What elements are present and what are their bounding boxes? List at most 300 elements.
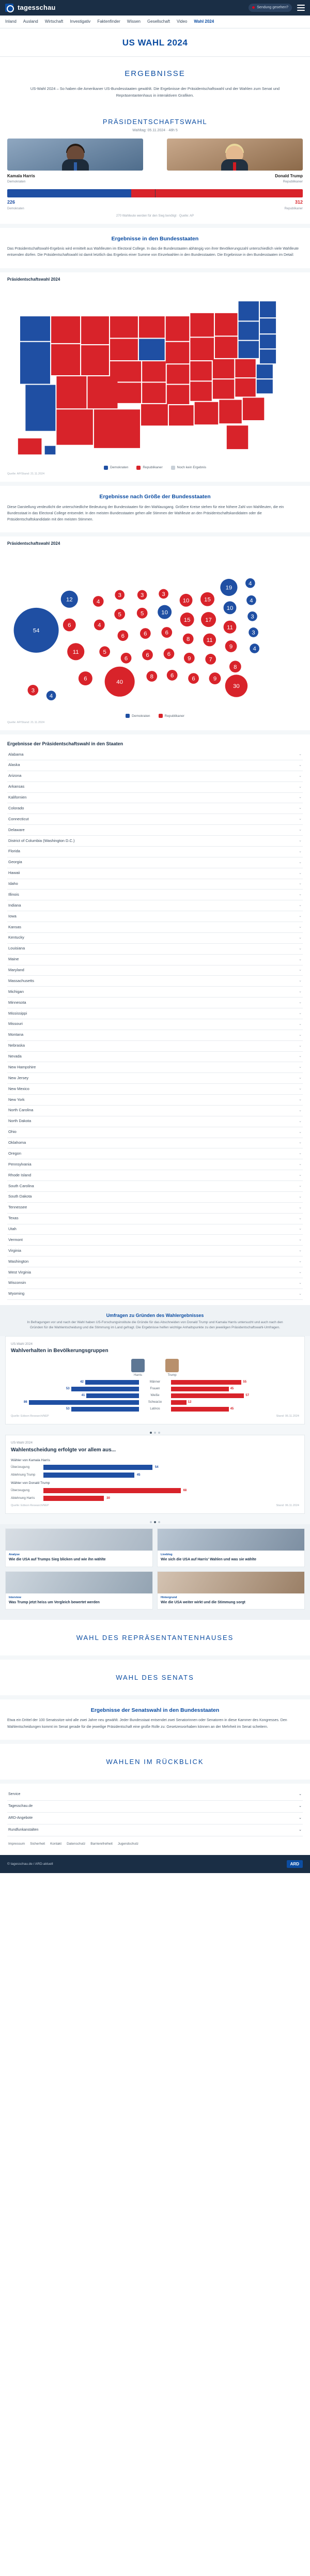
bubble-legend [5,711,305,718]
state-name: Mississippi [8,1010,27,1016]
results-intro: US-Wahl 2024 – So haben die Amerikaner US-Bundesstaaten gewählt. Die Ergebnisse der Präsidentschaftswahl und der Wahlen zum Senat und Repräsentantenhaus in interaktiven Grafiken. [0,83,310,110]
nav-item-ausland[interactable]: Ausland [23,19,38,24]
state-row[interactable] [7,911,303,922]
map-text-block [0,228,310,268]
footer-accordion-item[interactable] [7,1813,303,1824]
state-name: Wyoming [8,1291,25,1296]
poll1-bar-dem [85,1380,139,1385]
map-text: Das Präsidentschaftswahl-Ergebnis wird ermittelt aus Wahlleuten im Electoral College. In das die Bundesstaaten abhängig von ihrer Bevölkerungszahl unterschiedlich viele Wahlleute entsenden dürfen. Die Präsidentschaftswahl ist damit letztlich das Ergebnis einer Summe von Einzelwahlen in den Bundesstaaten. Die Ergebnisse in den Bundesstaaten im Detail: [7,247,299,257]
poll1-value-rep: 55 [243,1381,247,1384]
svg-text:9: 9 [229,643,233,650]
poll1-bar-rep [171,1380,241,1385]
candidate-photo [167,139,303,171]
state-row[interactable] [7,836,303,847]
poll2-source: Quelle: Edison Research/NEP Stand: 06.11.2024 [11,1504,299,1507]
electoral-note: 270 Wahlleute werden für den Sieg benötigt · Quelle: AP [116,214,194,218]
poll1-bar-right [171,1387,299,1391]
state-row[interactable] [7,1127,303,1138]
footer-accordion-label: Tagesschau.de [8,1804,33,1808]
candidate-name: Kamala Harris [7,174,35,179]
teaser-thumbnail [6,1572,152,1593]
nav-item-investigativ[interactable]: Investigativ [70,19,91,24]
chevron-down-icon: ⌄ [299,1184,302,1188]
results-heading: ERGEBNISSE [125,69,185,79]
svg-text:54: 54 [33,627,40,634]
electoral-bar-rep [131,189,303,197]
page-title-band [0,28,310,57]
poll1-bar-right [171,1393,299,1398]
legend-dem: Demokraten [7,207,24,210]
teaser-headline: Wie die USA weiter wirkt und die Stimmung sorgt [161,1600,245,1604]
state-name: Arizona [8,773,22,778]
teaser-thumbnail [6,1529,152,1551]
chevron-down-icon: ⌄ [299,1816,302,1820]
poll2-title: Wahlentscheidung erfolgte vor allem aus... [11,1447,116,1453]
state-name: Idaho [8,881,18,886]
state-name: Montana [8,1032,24,1037]
senate-heading: WAHL DES SENATS [116,1674,194,1682]
teaser-headline: Wie sich die USA auf Harris' Wahlen und was sie wählte [161,1557,257,1561]
state-row[interactable] [7,1041,303,1052]
state-row[interactable] [7,933,303,944]
chevron-down-icon: ⌄ [299,1054,302,1059]
poll1-bar-row [11,1380,299,1385]
state-row[interactable] [7,1267,303,1278]
state-name: Tennessee [8,1205,27,1210]
live-status-pill[interactable]: Sendung gesehen? [249,4,292,12]
chevron-down-icon: ⌄ [299,774,302,778]
poll1-bars [11,1380,299,1412]
poll2-sub1: Wähler von Kamala Harris [11,1459,50,1463]
state-row[interactable] [7,965,303,976]
state-row[interactable] [7,879,303,890]
svg-text:5: 5 [103,649,106,655]
state-row[interactable] [7,749,303,760]
footer-link-sicherheit[interactable]: Sicherheit [30,1842,45,1846]
state-row[interactable] [7,1256,303,1267]
poll1-head-harris: Harris [131,1359,145,1378]
presidential-title: PRÄSIDENTSCHAFTSWAHL [102,118,208,126]
poll2-kicker: US-Wahl 2024 [11,1441,33,1445]
footer-accordion-label: Rundfunkanstalten [8,1828,39,1832]
nav-item-video[interactable]: Video [177,19,188,24]
chevron-down-icon: ⌄ [299,752,302,756]
chevron-down-icon: ⌄ [299,1270,302,1274]
state-row[interactable] [7,793,303,804]
state-name: New Mexico [8,1086,29,1091]
poll2-value: 68 [183,1489,187,1492]
state-row[interactable] [7,1278,303,1289]
state-row[interactable] [7,1214,303,1224]
electoral-threshold-marker [155,189,156,197]
candidate-trump[interactable] [167,139,303,184]
state-row[interactable] [7,987,303,998]
state-row[interactable] [7,803,303,814]
map-legend [5,462,305,470]
poll1-bar-row [11,1407,299,1412]
senate-section [0,1660,310,1695]
state-list[interactable] [0,749,310,1305]
poll1-bar-rep [171,1393,244,1398]
state-name: Texas [8,1216,19,1221]
svg-text:6: 6 [170,672,174,679]
state-row[interactable] [7,771,303,782]
polls-sub: In Befragungen vor und nach der Wahl haben US-Forschungsinstitute die Gründe für das Abschneiden von Donald Trump und Kamala Harris untersucht und auch nach den Gründen für die Wahlentscheidung und die Stimmung im Land gefragt. Die Ergebnisse helfen wichtige Anhaltspunkte zu den jeweiligen Präsidentschaftswahl-Umfragen. [0,1320,310,1336]
state-row[interactable] [7,998,303,1008]
svg-text:6: 6 [124,655,128,662]
electoral-bar [7,189,303,197]
state-name: Delaware [8,827,25,832]
state-name: New Hampshire [8,1064,36,1069]
chevron-down-icon: ⌄ [299,871,302,875]
state-row[interactable] [7,890,303,900]
poll2-bar [43,1496,104,1501]
us-choropleth-map[interactable] [5,285,305,462]
map-legend-rep: Republikaner [136,465,162,470]
state-row[interactable] [7,1246,303,1256]
poll1-value-dem: 42 [80,1381,84,1384]
poll1-value-dem: 86 [24,1401,27,1404]
nav-item-wahl2024[interactable]: Wahl 2024 [194,19,214,24]
poll1-bar-left [11,1393,139,1398]
bubble-text: Diese Darstellung verdeutlicht die unterschiedliche Bedeutung der Bundesstaaten für den Wahlausgang. Größere Kreise stehen für eine höhere Zahl von Wahlleuten, die ein Bundesstaat in das Electoral College entsendet. In den meisten Bundesstaaten gehen alle Stimmen der Wahlleute an den Präsidentschaftskandidaten oder die Präsidentschaftskandidatin mit den meisten Stimmen. [7,505,284,522]
legend-rep: Republikaner [284,207,303,210]
state-row[interactable] [7,976,303,987]
poll1-value-dem: 41 [81,1394,85,1398]
chevron-down-icon: ⌄ [299,1033,302,1037]
poll1-carousel-dots[interactable] [0,1430,310,1435]
svg-text:8: 8 [187,636,190,643]
svg-text:19: 19 [225,585,233,591]
poll2-value: 45 [136,1474,141,1477]
svg-text:10: 10 [182,597,190,604]
state-row[interactable] [7,847,303,857]
state-row[interactable] [7,868,303,879]
state-row[interactable] [7,1052,303,1063]
main-nav [0,16,310,28]
state-name: Arkansas [8,784,25,789]
svg-text:4: 4 [49,693,53,699]
footer-link-kontakt[interactable]: Kontakt [50,1842,62,1846]
state-name: Alaska [8,762,20,768]
state-name: Florida [8,849,20,854]
state-row[interactable] [7,1170,303,1181]
poll1-category-label: Latinos [150,1407,160,1411]
electoral-rep-value: 312 [295,200,303,205]
state-name: District of Columbia (Washington D.C.) [8,838,75,843]
nav-item-wirtschaft[interactable]: Wirtschaft [44,19,64,24]
us-bubble-map[interactable] [5,550,305,711]
state-row[interactable] [7,1138,303,1149]
svg-text:9: 9 [188,655,191,662]
footer-bottom [0,1855,310,1874]
poll1-bar-right [171,1400,299,1405]
state-name: Kentucky [8,935,24,940]
candidate-photo [7,139,143,171]
nav-item-inland[interactable]: Inland [5,19,17,24]
poll1-value-dem: 53 [66,1387,70,1391]
teaser-headline: Wie die USA auf Trumps Sieg blicken und wie ihn wählte [9,1557,106,1561]
chevron-down-icon: ⌄ [299,957,302,961]
chevron-down-icon: ⌄ [299,1227,302,1231]
retro-section [0,1744,310,1780]
electoral-bar-wrap [0,184,310,197]
state-name: Connecticut [8,816,29,821]
map-title: Präsidentschaftswahl 2024 [7,277,60,282]
polls-heading: Umfragen zu Gründen des Wahlergebnisses [0,1305,310,1320]
state-map-card [0,272,310,482]
poll2-bars-harris [11,1465,299,1478]
bubble-source: Quelle: AP/Stand: 21.11.2024 [7,721,45,725]
state-row[interactable] [7,1073,303,1084]
poll1-bar-left [11,1380,139,1385]
footer-accordion-item[interactable] [7,1824,303,1836]
state-row[interactable] [7,1019,303,1030]
footer-accordion-item[interactable] [7,1789,303,1801]
poll1-bar-rep [171,1400,187,1405]
footer-link-datenschutz[interactable]: Datenschutz [67,1842,86,1846]
poll1-bar-dem [71,1407,139,1412]
chevron-down-icon: ⌄ [299,795,302,800]
copyright: © tagesschau.de / ARD-aktuell [7,1862,53,1866]
senate-results-text: Etwa ein Drittel der 100 Senatssitze wird alle zwei Jahre neu gewählt. Jeder Bundesstaat entsendet zwei Senatorinnen oder Senatoren in diese Kammer des Kongresses. Den Wahlentscheidungen kommt im Senat gerade für die jeweilige Präsidentschaft eine große Rolle zu: Gesetzesvorhaben können an der Mehrheit im Senat scheitern. [7,1719,287,1729]
state-name: Missouri [8,1021,23,1026]
teaser-card[interactable] [157,1528,305,1567]
chevron-down-icon: ⌄ [299,1162,302,1167]
poll-chart-1[interactable] [5,1336,305,1425]
state-row[interactable] [7,1095,303,1106]
teaser-headline: Was Trump jetzt heiss um Vergleich bewertet werden [9,1600,100,1604]
poll1-category-label: Weiße [150,1394,160,1398]
teaser-thumbnail [158,1572,304,1593]
state-row[interactable] [7,1106,303,1116]
state-row[interactable] [7,900,303,911]
chevron-down-icon: ⌄ [299,763,302,767]
chevron-down-icon: ⌄ [299,925,302,929]
bubble-legend-rep: Republikaner [159,714,184,718]
candidate-harris[interactable] [7,139,143,184]
results-heading-wrap [0,57,310,83]
svg-text:6: 6 [146,652,149,659]
top-bar [0,0,310,16]
chevron-down-icon: ⌄ [299,903,302,908]
poll1-value-rep: 45 [230,1407,234,1411]
poll2-bar [43,1465,152,1470]
tagesschau-logo-icon[interactable] [5,4,13,12]
poll1-title: Wahlverhalten in Bevölkerungsgruppen [11,1347,109,1354]
menu-button[interactable] [297,5,305,11]
teaser-thumbnail [158,1529,304,1551]
chevron-down-icon: ⌄ [299,1205,302,1209]
nav-item-faktenfinder[interactable]: Faktenfinder [97,19,120,24]
state-name: Louisiana [8,946,25,951]
svg-text:3: 3 [31,687,35,694]
live-dot-icon [252,6,255,9]
nav-item-wissen[interactable]: Wissen [127,19,141,24]
state-name: Washington [8,1259,29,1264]
svg-text:30: 30 [233,683,240,690]
svg-text:5: 5 [118,611,121,618]
state-row[interactable] [7,1116,303,1127]
bubble-map-card [0,536,310,730]
electoral-numbers [0,197,310,206]
poll1-bar-right [171,1407,299,1412]
poll1-source: Quelle: Edison Research/NEP Stand: 06.11.2024 [11,1415,299,1418]
state-name: New Jersey [8,1075,29,1080]
state-name: Maryland [8,968,24,973]
svg-text:15: 15 [204,596,211,603]
footer-accordion-item[interactable] [7,1801,303,1813]
candidate-name: Donald Trump [275,174,303,179]
state-row[interactable] [7,1192,303,1203]
svg-text:12: 12 [66,596,73,603]
poll1-bar-row [11,1393,299,1398]
svg-text:6: 6 [167,651,171,658]
state-row[interactable] [7,1148,303,1159]
chevron-down-icon: ⌄ [299,1152,302,1156]
state-row[interactable] [7,1235,303,1246]
chevron-down-icon: ⌄ [299,882,302,886]
poll2-bar-row [11,1465,299,1470]
candidate-row [0,139,310,184]
state-row[interactable] [7,1289,303,1300]
chevron-down-icon: ⌄ [299,1792,302,1796]
poll2-bar-row [11,1473,299,1478]
poll2-sub2: Wähler von Donald Trump [11,1481,50,1485]
chevron-down-icon: ⌄ [299,785,302,789]
state-row[interactable] [7,760,303,771]
chevron-down-icon: ⌄ [299,1173,302,1177]
state-name: Ohio [8,1129,17,1134]
poll2-category-label: Überzeugung [11,1489,30,1492]
poll1-bar-row [11,1387,299,1391]
state-row[interactable] [7,944,303,955]
teaser-card[interactable] [157,1571,305,1610]
poll2-bars-trump [11,1488,299,1501]
teaser-card[interactable] [5,1528,153,1567]
chevron-down-icon: ⌄ [299,968,302,972]
footer-link-jugendschutz[interactable]: Jugendschutz [117,1842,139,1846]
poll1-value-rep: 57 [245,1394,250,1398]
footer-link-impressum[interactable]: Impressum [8,1842,25,1846]
state-name: Illinois [8,892,19,897]
state-row[interactable] [7,814,303,825]
state-row[interactable] [7,922,303,933]
chevron-down-icon: ⌄ [299,1281,302,1285]
svg-text:4: 4 [98,622,101,629]
state-row[interactable] [7,1203,303,1214]
bubble-heading: Ergebnisse nach Größe der Bundesstaaten [99,494,211,500]
footer-accordion-label: Service [8,1792,21,1796]
chevron-down-icon: ⌄ [299,914,302,918]
bubble-text-block [0,486,310,532]
senate-results-heading: Ergebnisse der Senatswahl in den Bundesstaaten [90,1707,220,1714]
state-name: Massachusetts [8,978,35,983]
state-name: New York [8,1097,25,1102]
poll1-kicker: US-Wahl 2024 [11,1342,33,1346]
poll-chart-2[interactable] [5,1435,305,1514]
state-name: Kalifornien [8,795,27,800]
electoral-legend [0,206,310,211]
poll2-bar-row [11,1488,299,1493]
state-name: Pennsylvania [8,1161,32,1167]
poll2-category-label: Ablehnung Harris [11,1496,35,1500]
teaser-card[interactable] [5,1571,153,1610]
svg-text:3: 3 [140,592,144,599]
poll1-head-trump: Trump [165,1359,179,1378]
state-row[interactable] [7,1181,303,1192]
svg-text:6: 6 [144,631,147,637]
state-row[interactable] [7,1030,303,1041]
poll1-bar-rep [171,1387,229,1391]
svg-text:3: 3 [118,592,121,599]
chevron-down-icon: ⌄ [299,817,302,821]
chevron-down-icon: ⌄ [299,1022,302,1026]
poll1-bar-right [171,1380,299,1385]
chevron-down-icon: ⌄ [299,1087,302,1091]
svg-text:11: 11 [206,637,213,644]
svg-text:8: 8 [234,664,237,670]
electoral-dem-value: 226 [7,200,16,205]
chevron-down-icon: ⌄ [299,1011,302,1015]
chevron-down-icon: ⌄ [299,1238,302,1242]
state-name: Wisconsin [8,1280,26,1285]
poll1-category-label: Männer [149,1381,161,1384]
poll1-bar-dem [86,1393,139,1398]
state-name: Vermont [8,1237,23,1242]
svg-text:4: 4 [97,599,100,605]
state-row[interactable] [7,955,303,965]
chevron-down-icon: ⌄ [299,1216,302,1220]
svg-text:4: 4 [249,580,252,587]
chevron-down-icon: ⌄ [299,1194,302,1199]
house-heading: WAHL DES REPRÄSENTANTENHAUSES [76,1634,234,1642]
state-name: Maine [8,957,19,962]
map-heading: Ergebnisse in den Bundesstaaten [111,235,199,242]
presidential-card [0,109,310,223]
state-row[interactable] [7,1084,303,1095]
svg-text:6: 6 [68,622,71,629]
ard-logo[interactable]: ARD [287,1860,303,1868]
state-row[interactable] [7,1008,303,1019]
chevron-down-icon: ⌄ [299,1044,302,1048]
nav-item-gesellschaft[interactable]: Gesellschaft [147,19,171,24]
state-row[interactable] [7,857,303,868]
chevron-down-icon: ⌄ [299,838,302,842]
state-row[interactable] [7,1159,303,1170]
footer-link-barrierefreiheit[interactable]: Barrierefreiheit [90,1842,113,1846]
svg-text:17: 17 [205,617,212,623]
state-row[interactable] [7,782,303,793]
state-name: Hawaii [8,870,20,876]
state-name: North Carolina [8,1108,34,1113]
brand-title[interactable]: tagesschau [18,3,56,11]
chevron-down-icon: ⌄ [299,979,302,983]
chevron-down-icon: ⌄ [299,1828,302,1832]
state-row[interactable] [7,1062,303,1073]
chevron-down-icon: ⌄ [299,1260,302,1264]
teaser-kicker: Analyse [9,1553,20,1556]
poll1-head-row [11,1359,299,1378]
retro-heading: WAHLEN IM RÜCKBLICK [106,1757,204,1766]
state-name: Indiana [8,902,21,908]
state-row[interactable] [7,825,303,836]
state-name: Georgia [8,860,22,865]
house-section [0,1620,310,1655]
svg-text:3: 3 [162,591,165,598]
state-row[interactable] [7,1224,303,1235]
poll2-carousel-dots[interactable] [0,1519,310,1524]
